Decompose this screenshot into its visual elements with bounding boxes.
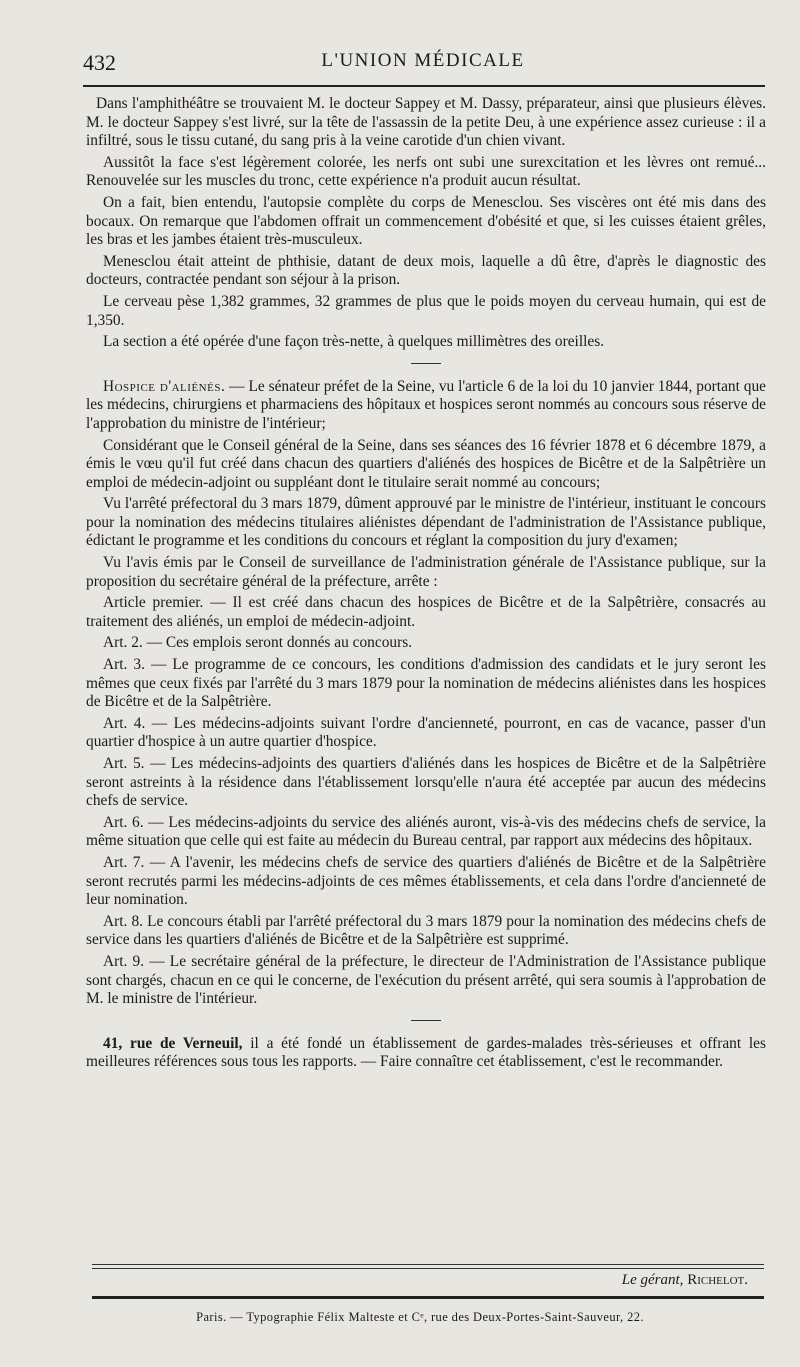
- article-paragraph: Art. 3. — Le programme de ce concours, les conditions d'admission des candidats et le jury seront les mêmes que ceux fixés par l'arrêté du 3 mars 1879 pour la nomination de médecins aliénistes dans les hospices de Bicêtre et de la Salpêtrière.: [86, 656, 766, 711]
- paragraph: [86, 378, 766, 434]
- paragraph: Menesclou était atteint de phthisie, datant de deux mois, laquelle a dû être, d'après le diagnostic des docteurs, contractée pendant son séjour à la prison.: [86, 252, 766, 289]
- gerant-label: Le gérant,: [621, 1272, 684, 1288]
- page-header: [83, 50, 763, 80]
- page-number: 432: [83, 50, 116, 75]
- paragraph: On a fait, bien entendu, l'autopsie complète du corps de Menesclou. Ses viscères ont été mis dans des bocaux. On remarque que l'abdomen offrait un commencement d'obésité et que, si les cuisses étaient grêles, les bras et les jambes étaient très-musculeux.: [86, 193, 766, 249]
- section-divider: [411, 363, 441, 364]
- article-paragraph: Art. 7. — A l'avenir, les médecins chefs de service des quartiers d'aliénés de Bicêtre et de la Salpêtrière seront recrutés parmi les médecins-adjoints de ces mêmes établissements, et cela dans l'ordre d'ancienneté de leur nomination.: [86, 853, 766, 909]
- gerant-name: Richelot.: [687, 1272, 748, 1288]
- header-rule: [83, 85, 765, 87]
- footer-rule: [92, 1268, 764, 1269]
- journal-title: L'UNION MÉDICALE: [321, 50, 525, 71]
- paragraph: Aussitôt la face s'est légèrement colorée, les nerfs ont subi une surexcitation et les lèvres ont remué... Renouvelée sur les muscles du tronc, cette expérience n'a produit aucun résultat.: [86, 153, 766, 190]
- paragraph: La section a été opérée d'une façon très-nette, à quelques millimètres des oreilles.: [103, 333, 605, 351]
- article-paragraph: Art. 5. — Les médecins-adjoints des quartiers d'aliénés dans les hospices de Bicêtre et de la Salpêtrière seront astreints à la résidence dans l'établissement lorsqu'elle n'aura été acceptée par aucun des médecins chefs de service.: [86, 755, 766, 810]
- section-heading: Hospice d'aliénés.: [103, 377, 226, 395]
- bottom-rule: [92, 1296, 764, 1299]
- article-paragraph: Art. 8. Le concours établi par l'arrêté préfectoral du 3 mars 1879 pour la nomination des médecins chefs de service dans les quartiers d'aliénés de Bicêtre et de la Salpêtrière est supprimé.: [86, 912, 766, 949]
- paragraph: Le cerveau pèse 1,382 grammes, 32 grammes de plus que le poids moyen du cerveau humain, qui est de 1,350.: [86, 292, 766, 329]
- article-menesclou: [86, 95, 766, 352]
- article-paragraph: Art. 6. — Les médecins-adjoints du service des aliénés auront, vis-à-vis des médecins chefs de service, la même situation que celle qui est faite au médecin du Bureau central, par rapport aux médecins des hôpitaux.: [86, 813, 766, 850]
- notice-text: il a été fondé un établissement de gardes-malades très-sérieuses et offrant les meilleures références sous tous les rapports. — Faire connaître cet établissement, c'est le recommander.: [86, 1034, 766, 1071]
- paragraph-text: — Le sénateur préfet de la Seine, vu l'article 6 de la loi du 10 janvier 1844, portant que les médecins, chirurgiens et pharmaciens des hôpitaux et hospices seront nommés au concours sous réserve de l'approbation du ministre de l'intérieur;: [86, 377, 766, 432]
- article-paragraph: Art. 2. — Ces emplois seront donnés au concours.: [103, 634, 413, 652]
- paragraph: Dans l'amphithéâtre se trouvaient M. le docteur Sappey et M. Dassy, préparateur, ainsi que plusieurs élèves. M. le docteur Sappey s'est livré, sur la tête de l'assassin de la petite Deu, à une expérience assez curieuse : il a infiltré, sous le tissu cutané, du sang pris à la veine carotide d'un chien vivant.: [86, 95, 766, 150]
- printer-imprint: Paris. — Typographie Félix Malteste et Cᵉ, rue des Deux-Portes-Saint-Sauveur, 22.: [196, 1310, 644, 1324]
- notice-gardes-malades: [86, 1035, 766, 1072]
- section-divider: [411, 1020, 441, 1021]
- article-paragraph: Art. 9. — Le secrétaire général de la préfecture, le directeur de l'Administration de l'Assistance publique sont chargés, chacun en ce qui le concerne, de l'exécution du présent arrêté, qui sera soumis à l'approbation de M. le ministre de l'intérieur.: [86, 952, 766, 1008]
- paragraph: Vu l'arrêté préfectoral du 3 mars 1879, dûment approuvé par le ministre de l'intérieur, instituant le concours pour la nomination des médecins titulaires aliénistes dépendant de l'administration de l'Assistance publique, édictant le programme et les conditions du concours et réglant la composition du jury d'examen;: [86, 495, 766, 550]
- article-paragraph: Article premier. — Il est créé dans chacun des hospices de Bicêtre et de la Salpêtrière, consacrés au traitement des aliénés, un emploi de médecin-adjoint.: [86, 594, 766, 630]
- article-paragraph: Art. 4. — Les médecins-adjoints suivant l'ordre d'ancienneté, pourront, en cas de vacance, passer d'un quartier d'hospice à un autre quartier d'hospice.: [86, 714, 766, 751]
- page-content: [86, 95, 766, 1075]
- notice-address: 41, rue de Verneuil,: [103, 1034, 243, 1052]
- paragraph: Vu l'avis émis par le Conseil de surveillance de l'administration générale de l'Assistance publique, sur la proposition du secrétaire général de la préfecture, arrête :: [86, 554, 766, 590]
- footer-rule: [92, 1264, 764, 1265]
- gerant-signature: [622, 1272, 748, 1289]
- article-hospice-alienes: [86, 378, 766, 1009]
- paragraph: [86, 1035, 766, 1072]
- paragraph: Considérant que le Conseil général de la Seine, dans ses séances des 16 février 1878 et 6 décembre 1879, a émis le vœu qu'il fut créé dans chacun des quartiers d'aliénés des hospices de Bicêtre et de la Salpêtrière un emploi de médecin-adjoint ou suppléant dont le titulaire serait nommé au concours;: [86, 436, 766, 491]
